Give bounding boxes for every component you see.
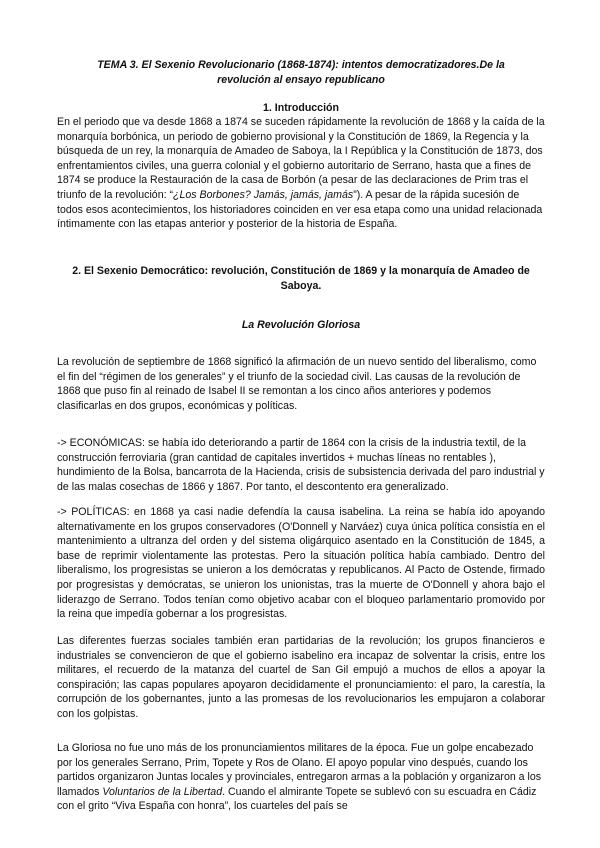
section-2-heading (57, 264, 545, 293)
paragraph-la-gloriosa (57, 741, 545, 814)
prim-quote: ¿Los Borbones? Jamás, jamás, jamás (173, 188, 354, 201)
gloriosa-text-after: . Cuando el almirante Topete se sublevó con su escuadra en Cádiz con el grito “Viva España con honra”, los cuarteles del país se (57, 785, 537, 813)
gloriosa-text-before: La Gloriosa no fue uno más de los pronunciamientos militares de la época. Fue un golpe encabezado por los generales Serrano, Prim, Topete y Ros de Olano. El apoyo popular vino después, cuando los partidos organizaron Juntas locales y provinciales, entregaron armas a la población y organizaron a los llamados (57, 742, 542, 798)
paragraph-fuerzas-sociales: Las diferentes fuerzas sociales también eran partidarias de la revolución; los grupos financieros e industriales se convencieron de que el gobierno isabelino era incapaz de solventar la crisis, entre los militares, el recuerdo de la matanza del cuartel de San Gil empujó a muchos de ellos a apoyar la conspiración; las capas populares apoyaron decididamente el pronunciamiento: el paro, la carestía, la corrupción de los gobernantes, junto a las promesas de los revolucionarios les empujaron a colaborar con los golpistas. (57, 635, 545, 720)
paragraph-economicas: -> ECONÓMICAS: se había ido deteriorando a partir de 1864 con la crisis de la industria textil, de la construcción ferroviaria (gran cantidad de capitales invertidos + muchas líneas no rentables ), hundimiento de la Bolsa, bancarrota de la Hacienda, crisis de subsistencia derivada del paro industrial y de las malas cosechas de 1866 y 1867. Por tanto, el descontento era generalizado. (57, 437, 545, 493)
title-line-2: revolución al ensayo republicano (217, 73, 385, 86)
section-1-heading: 1. Introducción (263, 102, 339, 114)
section-2-heading-line-2: Saboya. (280, 279, 322, 292)
intro-text-after-quote: ”). A pesar de la rápida sucesión de todos esos acontecimientos, los historiadores coinciden en ver esa etapa como una unidad relacionada íntimamente con las etapas anterior y posterior de la historia de España. (57, 188, 543, 231)
subheading-revolucion-gloriosa: La Revolución Gloriosa (241, 319, 361, 331)
paragraph-politicas: -> POLÍTICAS: en 1868 ya casi nadie defendía la causa isabelina. La reina se había ido apoyando alternativamente en los grupos conservadores (O'Donnell y Narváez) cuya única política consistía en el mantenimiento a ultranza del orden y del sistema oligárquico asentado en la Constitución de 1845, a base de reprimir violentamente las protestas. Pero la situación política había cambiado. Dentro del liberalismo, los progresistas se unieron a los demócratas y republicanos. Al Pacto de Ostende, firmado por progresistas y demócratas, se unieron los unionistas, tras la muerte de O'Donnell y ahora bajo el liderazgo de Serrano. Todos tenían como objetivo acabar con el bloqueo parlamentario promovido por la reina que impedía gobernar a los progresistas. (57, 506, 545, 621)
section-2-heading-line-1: 2. El Sexenio Democrático: revolución, Constitución de 1869 y la monarquía de Amadeo de (72, 265, 530, 277)
voluntarios-de-la-libertad: Voluntarios de la Libertad (102, 785, 223, 798)
document-title (57, 58, 545, 87)
section-1-intro-paragraph (57, 115, 545, 232)
paragraph-causas: La revolución de septiembre de 1868 significó la afirmación de un nuevo sentido del liberalismo, como el fin del “régimen de los generales” y el triunfo de la sociedad civil. Las causas de la revolución de 1868 que puso fin al reinado de Isabel II se remontan a los cinco años anteriores y podemos clasificarlas en dos grupos, económicas y políticas. (57, 356, 537, 412)
intro-text-before-quote: En el periodo que va desde 1868 a 1874 se suceden rápidamente la revolución de 1868 y la caída de la monarquía borbónica, un periodo de gobierno provisional y la Constitución de 1869, la Regencia y la búsqueda de un rey, la monarquía de Amadeo de Saboya, la I República y la Constitución de 1873, dos enfrentamientos civiles, una guerra colonial y el gobierno autoritario de Serrano, hasta que a fines de 1874 se produce la Restauración de la casa de Borbón (a pesar de las declaraciones de Prim tras el triunfo de la revolución: “ (57, 116, 545, 201)
title-line-1: TEMA 3. El Sexenio Revolucionario (1868-1874): intentos democratizadores.De la (97, 59, 505, 71)
